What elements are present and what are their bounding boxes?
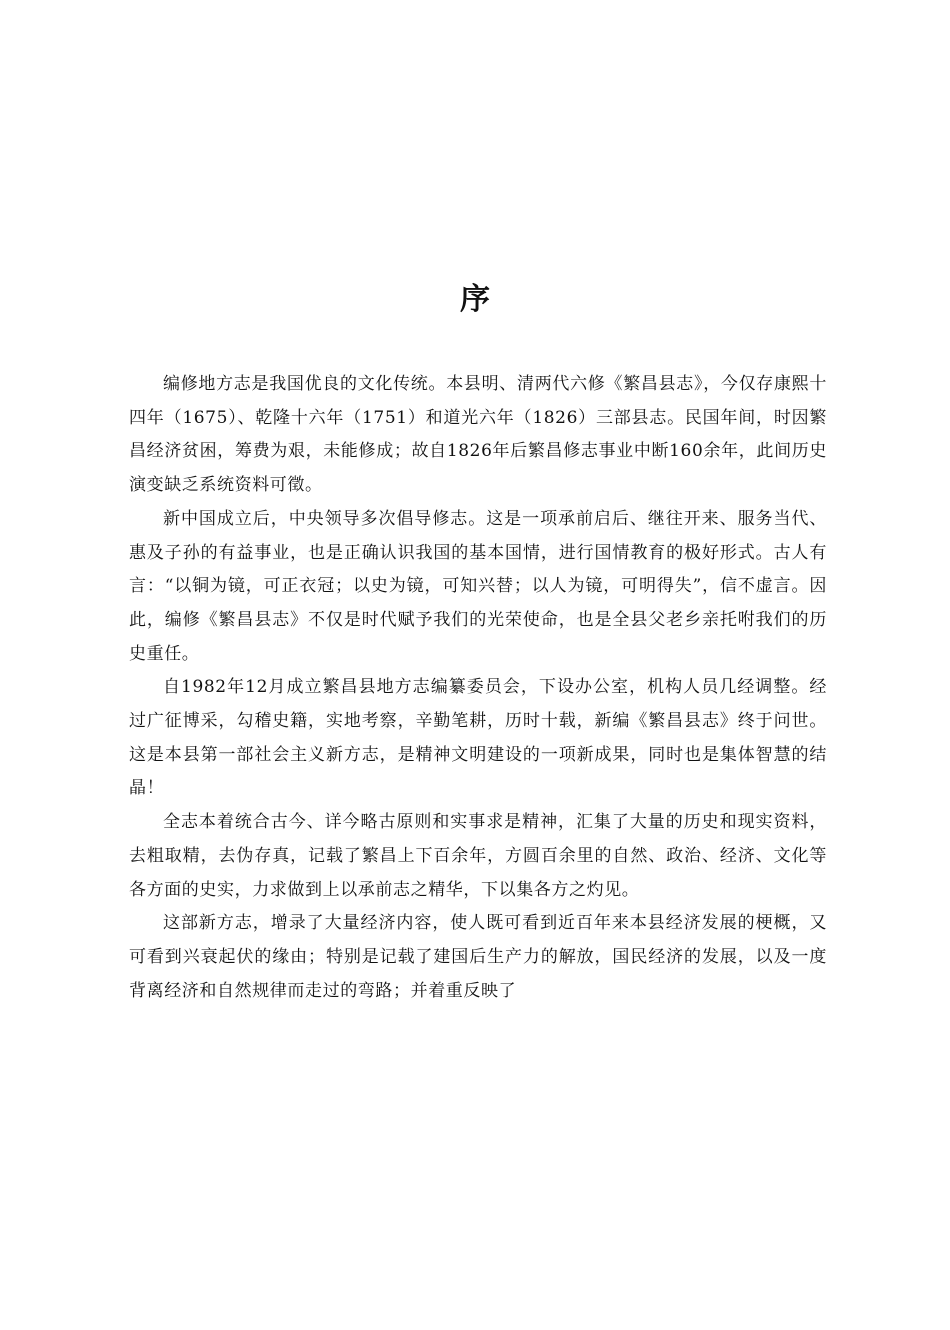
page-title: 序	[460, 282, 490, 317]
paragraph-4: 全志本着统合古今、详今略古原则和实事求是精神，汇集了大量的历史和现实资料，去粗取精，去伪存真，记载了繁昌上下百余年，方圆百余里的自然、政治、经济、文化等各方面的史实，力求做到上以承前志之精华，下以集各方之灼见。	[129, 812, 827, 900]
paragraph-1: 编修地方志是我国优良的文化传统。本县明、清两代六修《繁昌县志》，今仅存康熙十四年（1675）、乾隆十六年（1751）和道光六年（1826）三部县志。民国年间，时因繁昌经济贫困，筹费为艰，未能修成；故自1826年后繁昌修志事业中断160余年，此间历史演变缺乏系统资料可徵。	[129, 374, 827, 496]
paragraph-5: 这部新方志，增录了大量经济内容，使人既可看到近百年来本县经济发展的梗概，又可看到兴衰起伏的缘由；特别是记载了建国后生产力的解放，国民经济的发展，以及一度背离经济和自然规律而走过的弯路；并着重反映了	[129, 913, 827, 1001]
paragraph-3: 自1982年12月成立繁昌县地方志编纂委员会，下设办公室，机构人员几经调整。经过广征博采，勾稽史籍，实地考察，辛勤笔耕，历时十载，新编《繁昌县志》终于问世。这是本县第一部社会主义新方志，是精神文明建设的一项新成果，同时也是集体智慧的结晶！	[129, 677, 827, 799]
paragraph-2: 新中国成立后，中央领导多次倡导修志。这是一项承前启后、继往开来、服务当代、惠及子孙的有益事业，也是正确认识我国的基本国情，进行国情教育的极好形式。古人有言：“以铜为镜，可正衣冠；以史为镜，可知兴替；以人为镜，可明得失”，信不虚言。因此，编修《繁昌县志》不仅是时代赋予我们的光荣使命，也是全县父老乡亲托咐我们的历史重任。	[129, 508, 827, 664]
preface-body	[129, 368, 827, 1008]
